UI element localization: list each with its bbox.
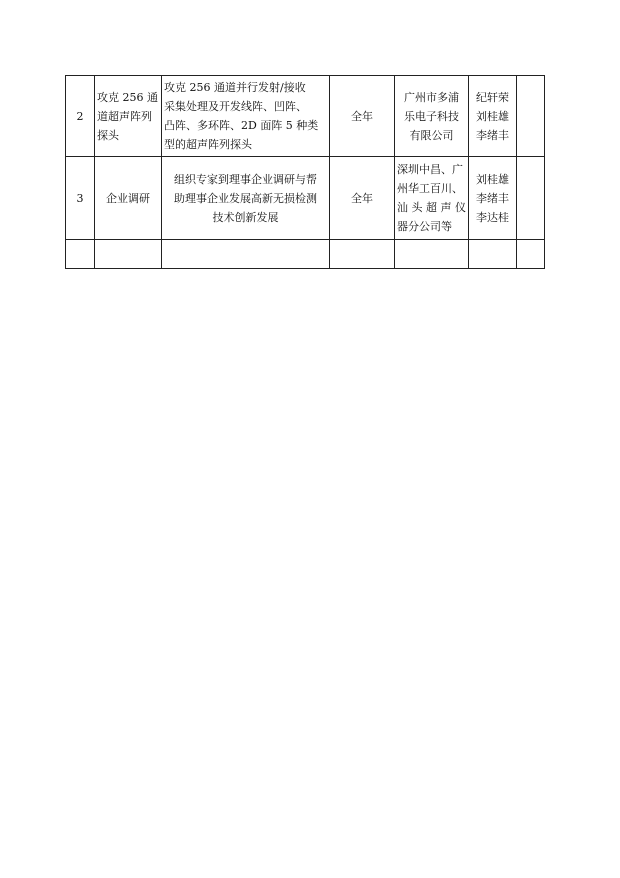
cell-no [66,240,95,269]
cell-note [517,240,545,269]
cell-people [469,76,517,157]
cell-time: 全年 [330,157,395,240]
cell-line: 李达桂 [476,210,509,224]
cell-line: 乐电子科技 [404,109,459,123]
cell-no: 2 [66,76,95,157]
cell-partner [395,76,469,157]
cell-people [469,157,517,240]
cell-line: 刘桂雄 [476,172,509,186]
cell-content [162,157,330,240]
table-body [66,76,545,269]
cell-partner [395,157,469,240]
cell-line: 攻克 256 通道并行发射/接收 [164,81,306,94]
cell-line: 器分公司等 [397,220,452,233]
cell-line: 凸阵、多环阵、2D 面阵 5 种类 [164,119,319,132]
cell-line: 刘桂雄 [476,109,509,123]
plan-table [65,75,545,269]
cell-content [162,76,330,157]
cell-people [469,240,517,269]
cell-line: 李绪丰 [476,191,509,205]
cell-line: 州华工百川、 [397,182,463,195]
cell-project [95,157,162,240]
table-row [66,240,545,269]
cell-line: 深圳中昌、广 [397,163,463,176]
cell-line: 组织专家到理事企业调研与帮 [174,172,317,186]
cell-line: 采集处理及开发线阵、凹阵、 [164,100,307,113]
cell-line: 有限公司 [409,128,454,142]
cell-line: 李绪丰 [476,128,509,142]
cell-content [162,240,330,269]
table-row [66,157,545,240]
cell-line: 攻克 256 通 [97,90,158,104]
cell-line: 助理事企业发展高新无损检测 [174,191,317,205]
cell-line: 广州市多浦 [404,90,459,104]
cell-note [517,76,545,157]
cell-no: 3 [66,157,95,240]
cell-line: 型的超声阵列探头 [164,138,252,151]
cell-line: 探头 [97,128,119,142]
cell-line: 纪轩荣 [476,90,509,104]
cell-partner [395,240,469,269]
cell-line: 技术创新发展 [212,210,279,224]
cell-time [330,240,395,269]
cell-line: 道超声阵列 [97,109,152,123]
cell-project [95,240,162,269]
cell-time: 全年 [330,76,395,157]
cell-line: 企业调研 [106,191,150,205]
cell-note [517,157,545,240]
cell-project [95,76,162,157]
cell-line: 汕 头 超 声 仪 [397,201,466,214]
table-row [66,76,545,157]
